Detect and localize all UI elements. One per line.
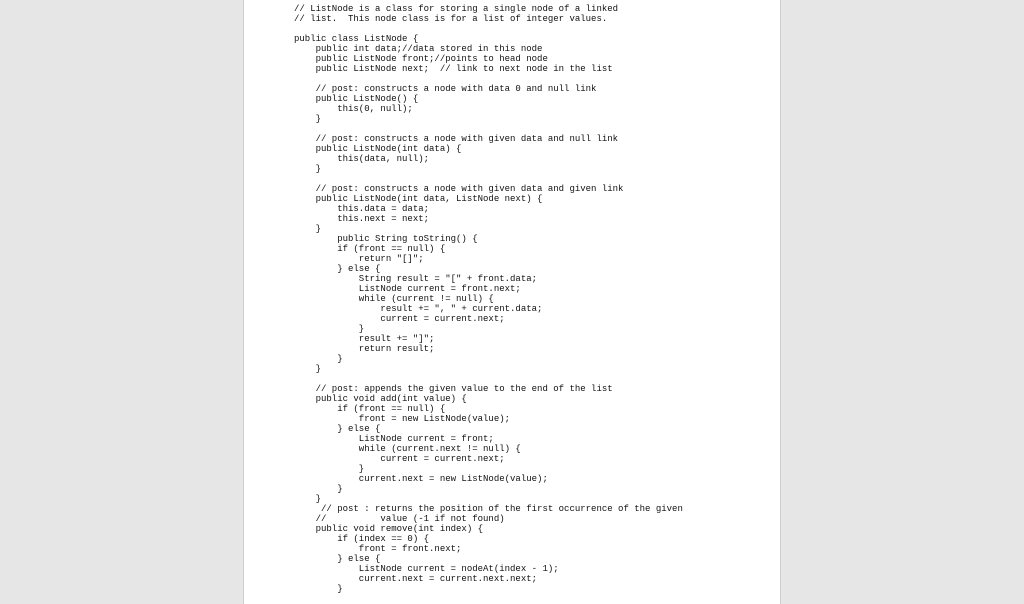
code-line: }	[294, 484, 343, 494]
code-line	[294, 124, 683, 134]
code-line: front = front.next;	[294, 544, 462, 554]
code-line: public void add(int value) {	[294, 394, 467, 404]
code-line: ListNode current = front.next;	[294, 284, 521, 294]
code-line: // post: appends the given value to the end of the list	[294, 384, 613, 394]
code-line: return result;	[294, 344, 435, 354]
code-line	[294, 74, 683, 84]
code-line: }	[294, 494, 322, 504]
code-line: while (current != null) {	[294, 294, 494, 304]
code-line: while (current.next != null) {	[294, 444, 521, 454]
code-line: }	[294, 464, 365, 474]
code-line: result += ", " + current.data;	[294, 304, 543, 314]
code-line: public ListNode next; // link to next node in the list	[294, 64, 613, 74]
code-line: // ListNode is a class for storing a single node of a linked	[294, 4, 619, 14]
code-line: public ListNode(int data, ListNode next) {	[294, 194, 543, 204]
code-line: ListNode current = nodeAt(index - 1);	[294, 564, 559, 574]
code-line: front = new ListNode(value);	[294, 414, 511, 424]
code-line: current.next = new ListNode(value);	[294, 474, 548, 484]
code-line	[294, 24, 683, 34]
code-line: this(0, null);	[294, 104, 413, 114]
code-line: current = current.next;	[294, 314, 505, 324]
code-line: public ListNode front;//points to head node	[294, 54, 548, 64]
code-line: }	[294, 364, 322, 374]
code-line: if (index == 0) {	[294, 534, 430, 544]
document-page	[243, 0, 781, 604]
code-line: if (front == null) {	[294, 404, 446, 414]
code-line: }	[294, 224, 322, 234]
code-line: } else {	[294, 554, 381, 564]
code-line: this(data, null);	[294, 154, 430, 164]
code-line: public ListNode(int data) {	[294, 144, 462, 154]
code-line: }	[294, 114, 322, 124]
code-line: this.next = next;	[294, 214, 430, 224]
code-line: // post: constructs a node with given data and given link	[294, 184, 624, 194]
code-line: String result = "[" + front.data;	[294, 274, 538, 284]
code-line	[294, 174, 683, 184]
code-line: current = current.next;	[294, 454, 505, 464]
code-line: public int data;//data stored in this node	[294, 44, 543, 54]
code-listing	[294, 4, 683, 594]
code-line: // post : returns the position of the first occurrence of the given	[294, 504, 683, 514]
code-line: } else {	[294, 264, 381, 274]
code-line: }	[294, 324, 365, 334]
code-line: return "[]";	[294, 254, 424, 264]
code-line: public class ListNode {	[294, 34, 419, 44]
code-line: // value (-1 if not found)	[294, 514, 505, 524]
code-line: }	[294, 354, 343, 364]
code-line: public String toString() {	[294, 234, 478, 244]
code-line: }	[294, 164, 322, 174]
code-line: public void remove(int index) {	[294, 524, 484, 534]
code-line: result += "]";	[294, 334, 435, 344]
code-line: current.next = current.next.next;	[294, 574, 538, 584]
code-line: // post: constructs a node with given data and null link	[294, 134, 619, 144]
code-line: // post: constructs a node with data 0 and null link	[294, 84, 597, 94]
code-line: public ListNode() {	[294, 94, 419, 104]
code-line: } else {	[294, 424, 381, 434]
code-line: }	[294, 584, 343, 594]
code-line: this.data = data;	[294, 204, 430, 214]
code-line: // list. This node class is for a list of integer values.	[294, 14, 608, 24]
code-line	[294, 374, 683, 384]
code-line: if (front == null) {	[294, 244, 446, 254]
code-line: ListNode current = front;	[294, 434, 494, 444]
